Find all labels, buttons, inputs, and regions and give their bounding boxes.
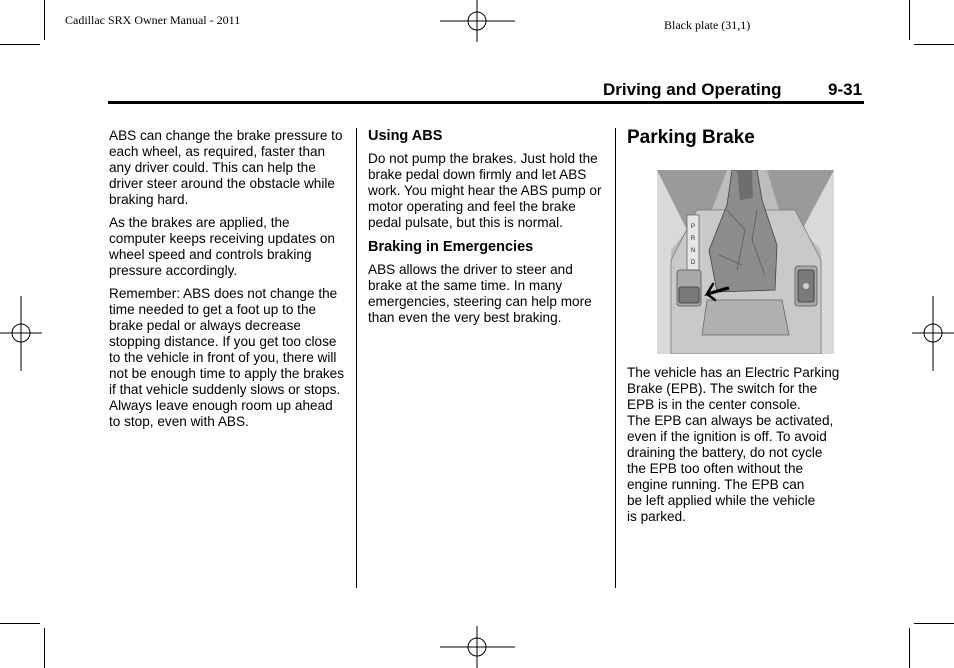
paragraph: As the brakes are applied, the computer keeps receiving updates on wheel speed and controls braking pressure accordingly.: [109, 215, 335, 278]
text-line: be left applied while the vehicle: [627, 493, 816, 508]
column-divider: [615, 128, 616, 588]
registration-mark-bottom: [440, 626, 515, 668]
crop-mark: [44, 628, 45, 668]
text-line: EPB is in the center console.: [627, 397, 801, 412]
text-line: The EPB can always be activated,: [627, 413, 834, 428]
text-line: The vehicle has an Electric Parking: [627, 365, 840, 380]
plate-label: Black plate (31,1): [664, 18, 751, 32]
section-title: Driving and Operating: [603, 80, 782, 99]
page-number: 9-31: [828, 80, 863, 99]
text-line: Brake (EPB). The switch for the: [627, 381, 818, 396]
gear-letter-d: D: [690, 260, 696, 266]
text-line: even if the ignition is off. To avoid: [627, 429, 827, 444]
header-rule: [108, 101, 864, 104]
section-heading: Braking in Emergencies: [368, 239, 534, 255]
running-header: [603, 80, 863, 100]
gear-letter-r: R: [690, 236, 696, 242]
gear-letter-p: P: [690, 224, 696, 230]
document-id: Cadillac SRX Owner Manual - 2011: [65, 13, 241, 27]
parking-brake-text: [627, 365, 839, 525]
text-line: engine running. The EPB can: [627, 477, 805, 492]
paragraph: Remember: ABS does not change the time needed to get a foot up to the brake pedal or always decrease stopping distance. If you get too close to the vehicle in front of you, there will not be enough time to apply the brakes if that vehicle suddenly slows or stops. Always leave enough room up ahead to stop, even with ABS.: [109, 286, 345, 429]
text-line: is parked.: [627, 509, 686, 524]
text-line: draining the battery, do not cycle: [627, 445, 823, 460]
column-middle: [368, 127, 602, 333]
crop-mark: [909, 628, 910, 668]
crop-mark: [0, 623, 40, 624]
column-divider: [356, 128, 357, 588]
gear-letter-n: N: [690, 248, 696, 254]
crop-mark: [44, 0, 45, 40]
registration-mark-top: [440, 0, 515, 42]
registration-mark-left: [0, 296, 42, 371]
crop-mark: [0, 44, 40, 45]
center-console-illustration: [657, 170, 834, 354]
column-left: [109, 128, 347, 437]
paragraph: Do not pump the brakes. Just hold the brake pedal down firmly and let ABS work. You might hear the ABS pump or motor operating and feel the brake pedal pulsate, but this is normal.: [368, 151, 602, 230]
paragraph: ABS allows the driver to steer and brake at the same time. In many emergencies, steering can help more than even the very best braking.: [368, 262, 592, 325]
text-line: the EPB too often without the: [627, 461, 804, 476]
page-title: Parking Brake: [627, 127, 755, 148]
crop-mark: [914, 44, 954, 45]
section-heading: Using ABS: [368, 128, 443, 144]
registration-mark-right: [912, 296, 954, 371]
paragraph: ABS can change the brake pressure to each wheel, as required, faster than any driver could. This can help the driver steer around the obstacle while braking hard.: [109, 128, 343, 207]
crop-mark: [914, 623, 954, 624]
crop-mark: [909, 0, 910, 40]
